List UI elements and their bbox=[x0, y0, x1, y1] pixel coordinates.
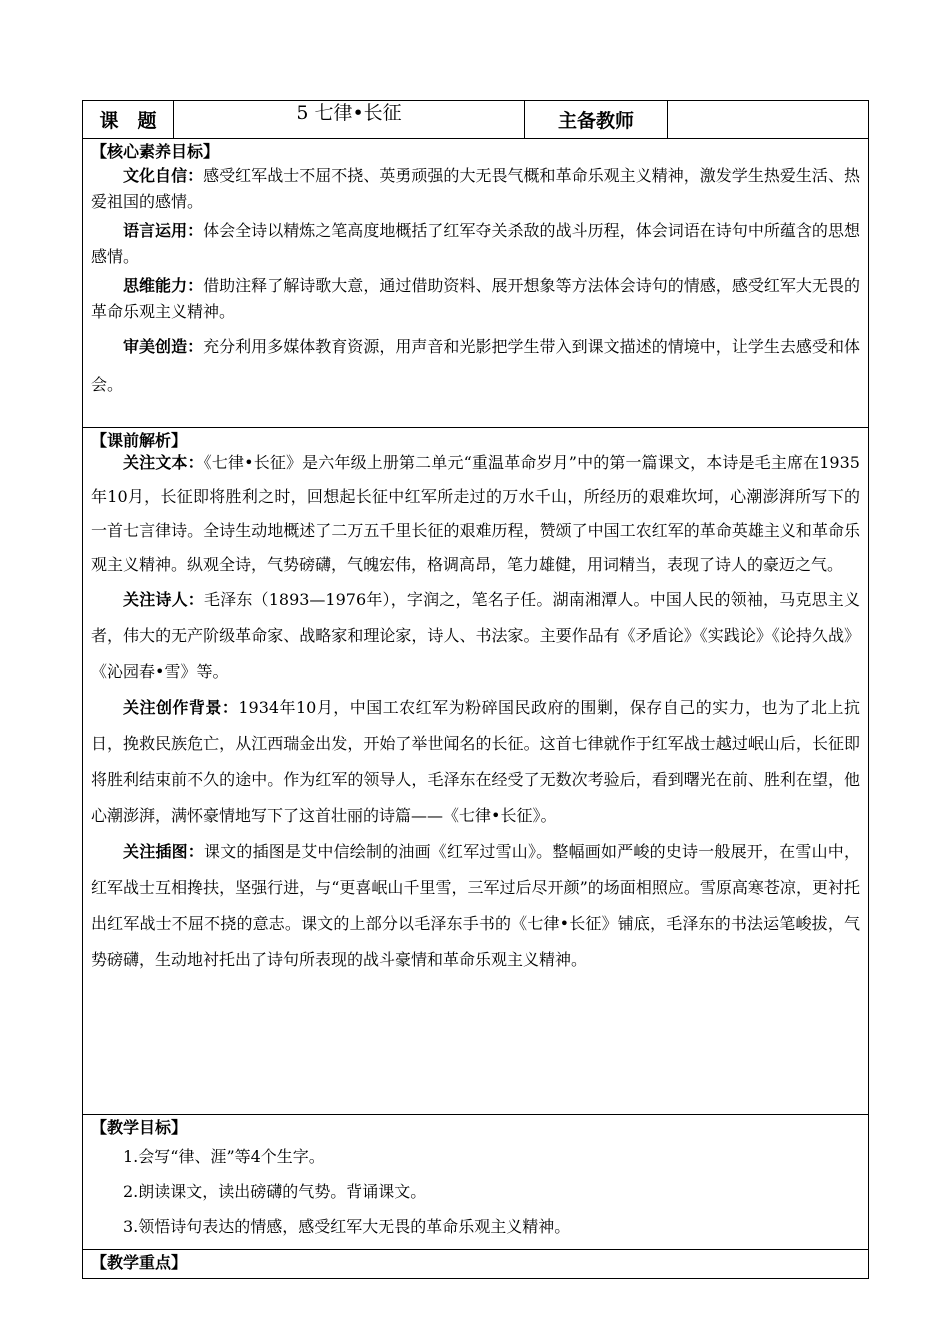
analysis-item bbox=[91, 690, 860, 834]
teaching-focus-row bbox=[83, 1250, 869, 1279]
core-goal-text: 借助注释了解诗歌大意，通过借助资料、展开想象等方法体会诗句的情感，感受红军大无畏的革命乐观主义精神。 bbox=[91, 276, 860, 321]
core-goal-label: 审美创造： bbox=[123, 337, 204, 356]
core-goal-text: 感受红军战士不屈不挠、英勇顽强的大无畏气概和革命乐观主义精神，激发学生热爱生活、热爱祖国的感情。 bbox=[91, 166, 860, 211]
analysis-item bbox=[91, 834, 860, 978]
core-goals-row bbox=[83, 139, 869, 428]
teaching-goals-section bbox=[83, 1115, 869, 1250]
analysis-item bbox=[91, 582, 860, 690]
teaching-goals-heading: 【教学目标】 bbox=[91, 1118, 188, 1137]
core-goal-label: 语言运用： bbox=[123, 221, 204, 240]
analysis-item bbox=[91, 446, 860, 582]
pre-analysis-heading: 【课前解析】 bbox=[91, 431, 188, 450]
analysis-text: 毛泽东（1893—1976年），字润之，笔名子任。湖南湘潭人。中国人民的领袖，马克思主义者，伟大的无产阶级革命家、战略家和理论家，诗人、书法家。主要作品有《矛盾论》《实践论》《论持久战》《沁园春•雪》等。 bbox=[91, 590, 860, 681]
header-row bbox=[83, 101, 869, 139]
teaching-goals-row bbox=[83, 1115, 869, 1250]
teaching-focus-heading: 【教学重点】 bbox=[91, 1253, 188, 1272]
core-goal-label: 文化自信： bbox=[123, 166, 204, 185]
pre-analysis-section bbox=[83, 428, 869, 1115]
core-goal-item bbox=[91, 328, 860, 404]
teaching-focus-section bbox=[83, 1250, 869, 1279]
core-goal-text: 充分利用多媒体教育资源，用声音和光影把学生带入到课文描述的情境中，让学生去感受和体会。 bbox=[91, 337, 860, 394]
teacher-label: 主备教师 bbox=[525, 101, 668, 139]
teaching-goal-item: 3.领悟诗句表达的情感，感受红军大无畏的革命乐观主义精神。 bbox=[123, 1217, 571, 1236]
core-goals-heading: 【核心素养目标】 bbox=[91, 142, 220, 161]
analysis-text: 1934年10月，中国工农红军为粉碎国民政府的围剿，保存自己的实力，也为了北上抗日，挽救民族危亡，从江西瑞金出发，开始了举世闻名的长征。这首七律就作于红军战士越过岷山后，长征即将胜利结束前不久的途中。作为红军的领导人，毛泽东在经受了无数次考验后，看到曙光在前、胜利在望，他心潮澎湃，满怀豪情地写下了这首壮丽的诗篇——《七律•长征》。 bbox=[91, 698, 860, 825]
analysis-label: 关注诗人： bbox=[123, 590, 204, 609]
teacher-name-cell bbox=[668, 101, 869, 139]
topic-label: 课 题 bbox=[83, 101, 174, 139]
core-goal-label: 思维能力： bbox=[123, 276, 204, 295]
core-goal-text: 体会全诗以精炼之笔高度地概括了红军夺关杀敌的战斗历程，体会词语在诗句中所蕴含的思想感情。 bbox=[91, 221, 860, 266]
analysis-text: 课文的插图是艾中信绘制的油画《红军过雪山》。整幅画如严峻的史诗一般展开，在雪山中，红军战士互相搀扶，坚强行进，与“更喜岷山千里雪，三军过后尽开颜”的场面相照应。雪原高寒苍凉，更衬托出红军战士不屈不挠的意志。课文的上部分以毛泽东手书的《七律•长征》铺底，毛泽东的书法运笔峻拔，气势磅礴，生动地衬托出了诗句所表现的战斗豪情和革命乐观主义精神。 bbox=[91, 842, 860, 969]
analysis-label: 关注创作背景： bbox=[123, 698, 239, 717]
core-goals-section bbox=[83, 139, 869, 428]
analysis-text: 《七律•长征》是六年级上册第二单元“重温革命岁月”中的第一篇课文，本诗是毛主席在1935年10月，长征即将胜利之时，回想起长征中红军所走过的万水千山，所经历的艰难坎坷，心潮澎湃所写下的一首七言律诗。全诗生动地概述了二万五千里长征的艰难历程，赞颂了中国工农红军的革命英雄主义和革命乐观主义精神。纵观全诗，气势磅礴，气魄宏伟，格调高昂，笔力雄健，用词精当，表现了诗人的豪迈之气。 bbox=[91, 453, 860, 574]
lesson-plan-table bbox=[82, 100, 869, 1279]
lesson-title-cell bbox=[174, 101, 525, 139]
lesson-title: 5 七律•长征 bbox=[296, 102, 402, 124]
teaching-goal-item: 1.会写“律、涯”等4个生字。 bbox=[123, 1147, 325, 1166]
core-goal-item bbox=[91, 273, 860, 325]
analysis-label: 关注插图： bbox=[123, 842, 204, 861]
core-goal-item bbox=[91, 163, 860, 215]
core-goal-item bbox=[91, 218, 860, 270]
pre-analysis-row bbox=[83, 428, 869, 1115]
teaching-goal-item: 2.朗读课文，读出磅礴的气势。背诵课文。 bbox=[123, 1182, 427, 1201]
analysis-label: 关注文本： bbox=[123, 453, 204, 472]
